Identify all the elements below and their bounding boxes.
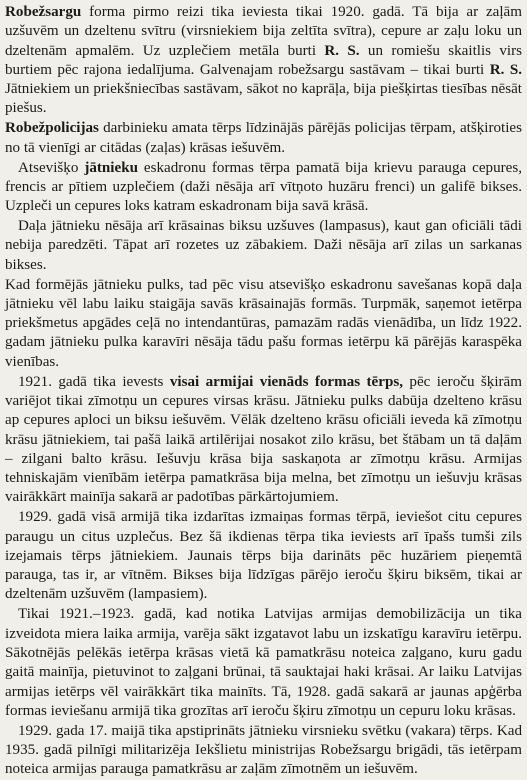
- term-uniform-for-army: visai armijai vienāds formas tērps,: [169, 373, 404, 390]
- paragraph-cavalry-squadrons: Atsevišķo jātnieku eskadronu formas tērpa pamatā bija krievu parauga cepures, frencis ar pītiem uzplečiem (daži nēsāja arī vītņoto huzāru frenci) un galifē bikses. Uzpleči un cepures loks katram eskadronam bija savā krāsā.: [5, 159, 522, 215]
- term-border-guards: Robežsargu: [5, 4, 82, 20]
- term-cavalry: jātnieku: [84, 159, 138, 176]
- paragraph-1929-dress-uniform: 1929. gada 17. maijā tika apstiprināts jātnieku virsnieku svētku (vakara) tērps. Kad 1935. gadā pilnīgi militarizēja Iekšlietu ministrijas Robežsargu brigādi, tās ietērpam noteica armijas parauga pamatkrāsu ar zaļām zīmotnēm un iešuvēm.: [5, 722, 522, 778]
- term-border-police: Robežpolicijas: [5, 120, 99, 137]
- paragraph-1921-1923-demobilization: Tikai 1921.–1923. gadā, kad notika Latvijas armijas demobilizācija un tika izveidota miera laika armija, varēja sākt izgatavot labu un izskatīgu karavīru ietērpu. Sākotnējās pelēkās ietērpa krāsas vietā kā pamatkrāsu noteica zaļgano, kuru gadu gaitā mainīja, pietuvinot to zaļgani brūnai, tā sauktajai haki krāsai. Ar laiku Latvijas armijas ietērps vēl vairākkārt tika mainīts. Tā, 1928. gadā sakarā ar jaunas apģērba formas ieviešanu armijā tika grozītas arī ieroču šķiru zīmotņu un cepuru loku krāsas.: [5, 606, 522, 719]
- paragraph-border-guard-uniform: Robežsargu forma pirmo reizi tika ieviesta tikai 1920. gadā. Tā bija ar zaļām uzšuvēm un dzeltenu svītru (virsniekiem bija zeltīta svītra), cepure ar zaļu loku un dzeltenām apmalēm. Uz uzplečiem metāla burti R. S. un romiešu skaitlis virs burtiem pēc rajona iedalījuma. Galvenajam robežsargu sastāvam – tikai burti R. S. Jātniekiem un priekšniecības sastāvam, sākot no kaprāļa, bija piešķirtas tiesības nēsāt piešus.: [5, 4, 522, 117]
- paragraph-1929-changes: 1929. gadā visā armijā tika izdarītas izmaiņas formas tērpā, ieviešot citu cepures paraugu un citus uzplečus. Bez šā ikdienas tērpa tika ieviests arī īpašs tumši zils izejamais tērps jātniekiem. Jaunais tērps bija darināts pēc huzāriem pieņemtā parauga, tas ir, ar vītnēm. Bikses bija līdzīgas pārējo ieroču šķiru biksēm, tikai ar dzeltenām uzšuvēm (lampasiem).: [5, 509, 522, 603]
- paragraph-cavalry-trousers: Daļa jātnieku nēsāja arī krāsainas biksu uzšuves (lampasus), kaut gan oficiāli tādi nebija paredzēti. Tāpat arī rozetes uz zābakiem. Daži nēsāja arī zilas un sarkanas bikses.: [5, 218, 522, 273]
- paragraph-border-police: Robežpolicijas darbinieku amata tērps līdzinājās pārējās policijas tērpam, atšķiroties no tā vienīgi ar citādas (zaļas) krāsas iešuvēm.: [5, 120, 522, 156]
- paragraph-1921-uniform: 1921. gadā tika ievests visai armijai vienāds formas tērps, pēc ieroču šķirām variējot tikai zīmotņu un cepures virsas krāsu. Jātnieku pulks dabūja dzelteno krāsu ap cepures aploci un biksu iešuvēm. Vēlāk dzelteno krāsu oficiāli ieveda kā zīmotņu krāsu jātniekiem, tai pašā laikā artilērijai nosakot zilo krāsu, bet štābam un tā daļām – zilgani balto krāsu. Iešuvju krāsa bija saskaņota ar zīmotņu krāsu. Armijas tehniskajām vienībām ietērpa pamatkrāsa bija melna, bet zīmotņu un iešuvju krāsas vairākkārt mainīja sakarā ar padotības pārkārtojumiem.: [5, 373, 522, 506]
- paragraph-cavalry-regiment: Kad formējās jātnieku pulks, tad pēc visu atsevišķo eskadronu savešanas kopā daļa jātnieku vēl labu laiku staigāja savās krāsainajās formās. Turpmāk, saņemot ietērpa priekšmetus apgādes ceļā no intendantūras, pamazām radās vienādība, un līdz 1922. gadam jātnieku pulka karavīri nēsāja tādu pašu formas ietērpu kā pārējās karaspēka vienības.: [5, 276, 522, 370]
